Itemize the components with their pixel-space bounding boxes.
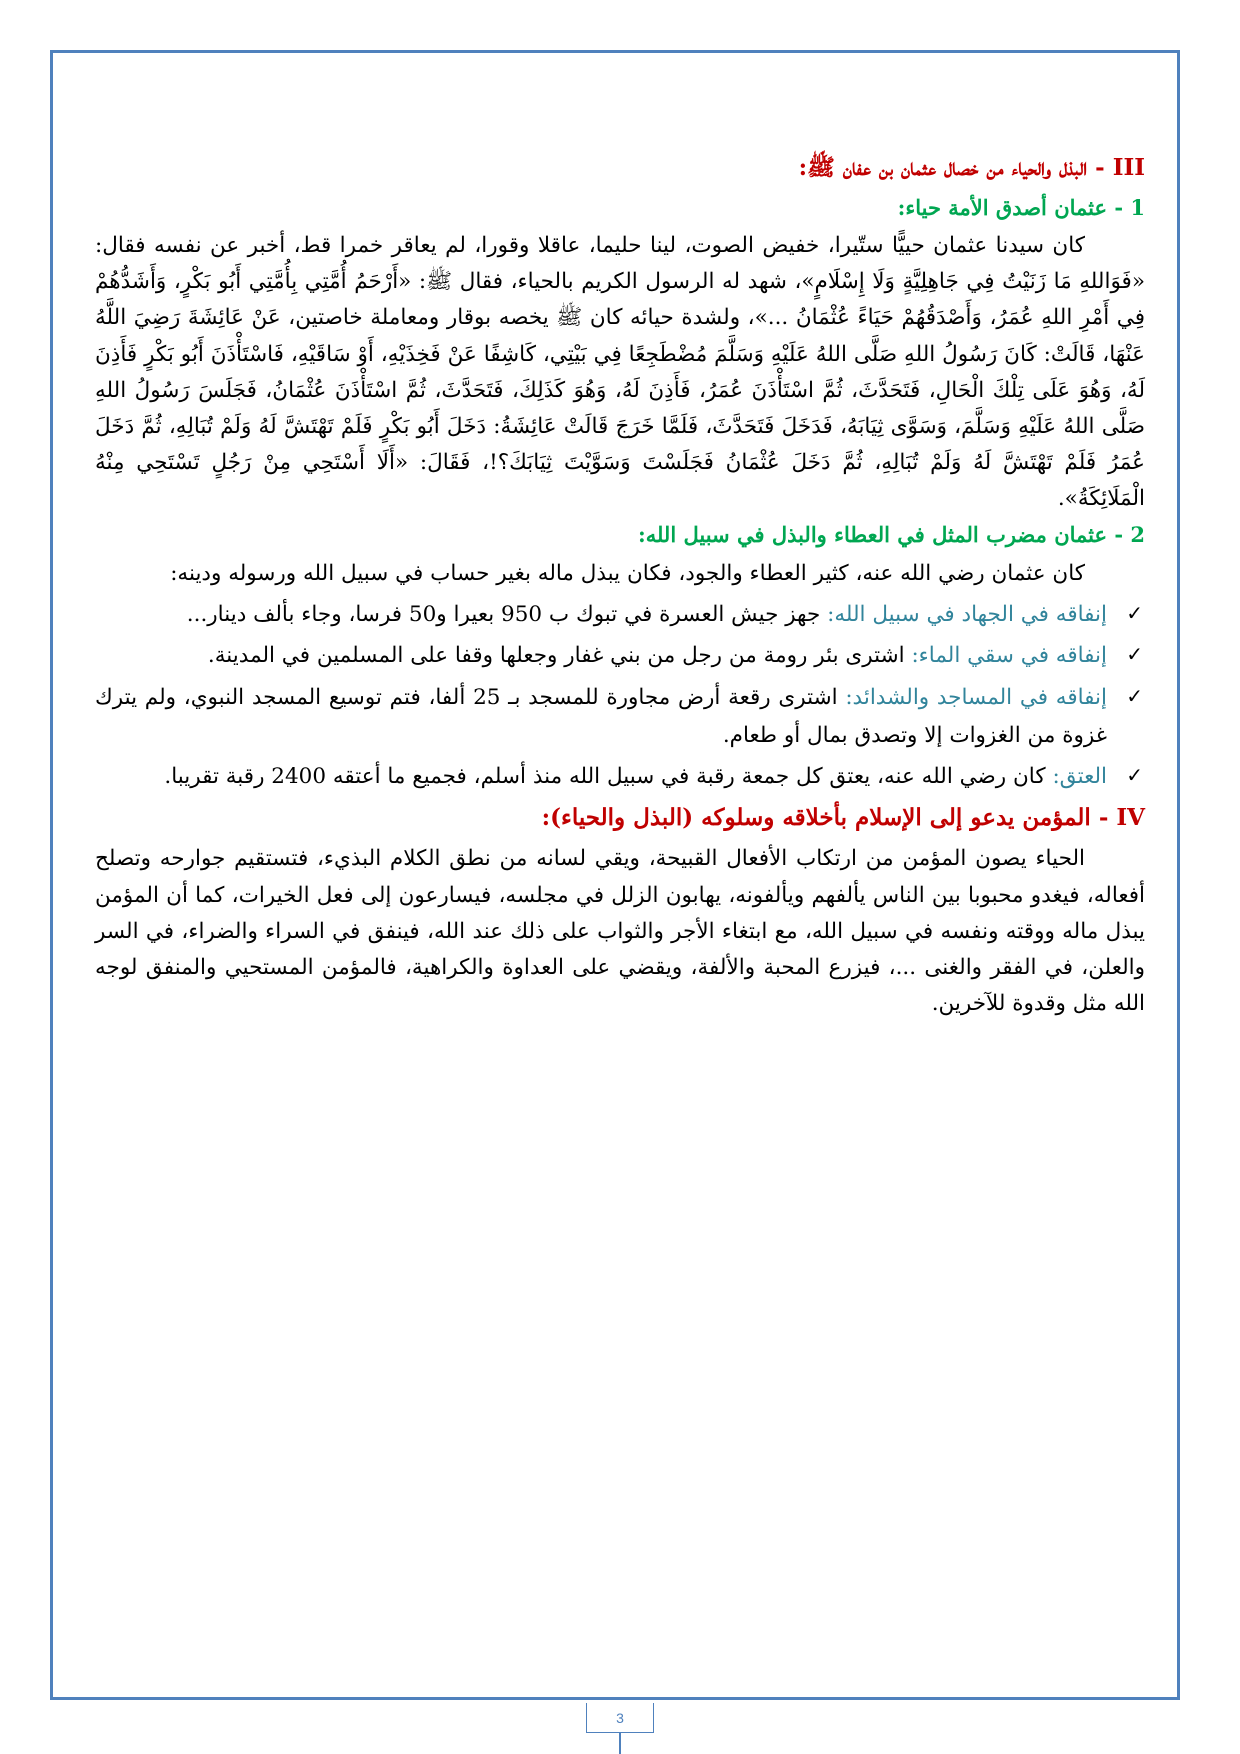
check-icon: ✓ xyxy=(1126,600,1143,625)
spending-list xyxy=(95,596,1145,796)
check-icon: ✓ xyxy=(1126,763,1143,788)
page-number xyxy=(586,1703,654,1733)
section-4-heading: IV - المؤمن يدعو إلى الإسلام بأخلاقه وسلوكه (البذل والحياء): xyxy=(541,803,1145,831)
subsection-1-body: كان سيدنا عثمان حييًّا ستّيرا، خفيض الصوت، لينا حليما، عاقلا وقورا، لم يعاقر خمرا قط، أخبر عن نفسه فقال: «فَوَاللهِ مَا زَنَيْتُ فِي جَاهِلِيَّةٍ وَلَا إِسْلَامٍ»، شهد له الرسول الكريم بالحياء، فقال ﷺ: «أَرْحَمُ أُمَّتِي بِأُمَّتِي أَبُو بَكْرٍ، وَأَشَدُّهُمْ فِي أَمْرِ اللهِ عُمَرُ، وَأَصْدَقُهُمْ حَيَاءً عُثْمَانُ ...»، ولشدة حيائه كان ﷺ يخصه بوقار ومعاملة خاصتين، عَنْ عَائِشَةَ رَضِيَ اللَّهُ عَنْهَا، قَالَتْ: كَانَ رَسُولُ اللهِ صَلَّى اللهُ عَلَيْهِ وَسَلَّمَ مُضْطَجِعًا فِي بَيْتِي، كَاشِفًا عَنْ فَخِذَيْهِ، أَوْ سَاقَيْهِ، فَاسْتَأْذَنَ أَبُو بَكْرٍ فَأَذِنَ لَهُ، وَهُوَ عَلَى تِلْكَ الْحَالِ، فَتَحَدَّثَ، ثُمَّ اسْتَأْذَنَ عُمَرُ، فَأَذِنَ لَهُ، وَهُوَ كَذَلِكَ، فَتَحَدَّثَ، ثُمَّ اسْتَأْذَنَ عُثْمَانُ، فَجَلَسَ رَسُولُ اللهِ صَلَّى اللهُ عَلَيْهِ وَسَلَّمَ، وَسَوَّى ثِيَابَهُ، فَدَخَلَ فَتَحَدَّثَ، فَلَمَّا خَرَجَ قَالَتْ عَائِشَةُ: دَخَلَ أَبُو بَكْرٍ فَلَمْ تَهْتَشَّ لَهُ وَلَمْ تُبَالِهِ، ثُمَّ دَخَلَ عُمَرُ فَلَمْ تَهْتَشَّ لَهُ وَلَمْ تُبَالِهِ، ثُمَّ دَخَلَ عُثْمَانُ فَجَلَسْتَ وَسَوَّيْتَ ثِيَابَكَ؟!، فَقَالَ: «أَلَا أَسْتَحِي مِنْ رَجُلٍ تَسْتَحِي مِنْهُ الْمَلَائِكَةُ». xyxy=(95,233,1145,511)
list-item-label: العتق: xyxy=(1052,764,1107,790)
subsection-2-heading: 2 - عثمان مضرب المثل في العطاء والبذل في سبيل الله: xyxy=(637,522,1145,548)
section-3-heading: III - البذل والحياء من خصال عثمان بن عفان ﷺ: xyxy=(798,154,1145,181)
subsection-2-intro: كان عثمان رضي الله عنه، كثير العطاء والجود، فكان يبذل ماله بغير حساب في سبيل الله ورسوله ودينه: xyxy=(170,560,1085,586)
page-number-connector xyxy=(619,1733,621,1754)
list-item xyxy=(95,637,1145,675)
check-icon: ✓ xyxy=(1126,683,1143,708)
list-item-text: اشترى بئر رومة من رجل من بني غفار وجعلها وقفا على المسلمين في المدينة. xyxy=(207,643,912,669)
list-item xyxy=(95,596,1145,634)
list-item-label: إنفاقه في الجهاد في سبيل الله: xyxy=(827,601,1107,627)
page-number-text: 3 xyxy=(616,1709,624,1726)
list-item-text: كان رضي الله عنه، يعتق كل جمعة رقبة في سبيل الله منذ أسلم، فجميع ما أعتقه 2400 رقبة تقريبا. xyxy=(164,764,1053,790)
list-item-label: إنفاقه في المساجد والشدائد: xyxy=(845,684,1108,710)
list-item-label: إنفاقه في سقي الماء: xyxy=(911,643,1107,669)
list-item-text: اشترى رقعة أرض مجاورة للمسجد بـ 25 ألفا، فتم توسيع المسجد النبوي، ولم يترك غزوة من الغزوات إلا وتصدق بمال أو طعام. xyxy=(95,684,1107,748)
list-item xyxy=(95,758,1145,796)
check-icon: ✓ xyxy=(1126,642,1143,667)
section-4-body: الحياء يصون المؤمن من ارتكاب الأفعال القبيحة، ويقي لسانه من نطق الكلام البذيء، فتستقيم جوارحه وتصلح أفعاله، فيغدو محبوبا بين الناس يألفهم ويألفونه، يهابون الزلل في مجلسه، فيسارعون إلى فعل الخيرات، كما أن المؤمن يبذل ماله ووقته ونفسه في سبيل الله، مع ابتغاء الأجر والثواب على ذلك عند الله، فينفق في السراء والضراء، في السر والعلن، في الفقر والغنى ...، فيزرع المحبة والألفة، ويقضي على العداوة والكراهية، فالمؤمن المستحيي والمنفق لوجه الله مثل وقدوة للآخرين. xyxy=(95,846,1145,1016)
list-item xyxy=(95,679,1145,754)
list-item-text: جهز جيش العسرة في تبوك ب 950 بعيرا و50 فرسا، وجاء بألف دينار... xyxy=(186,601,828,627)
subsection-1-heading: 1 - عثمان أصدق الأمة حياء: xyxy=(897,194,1145,220)
page-content xyxy=(95,150,1145,1024)
